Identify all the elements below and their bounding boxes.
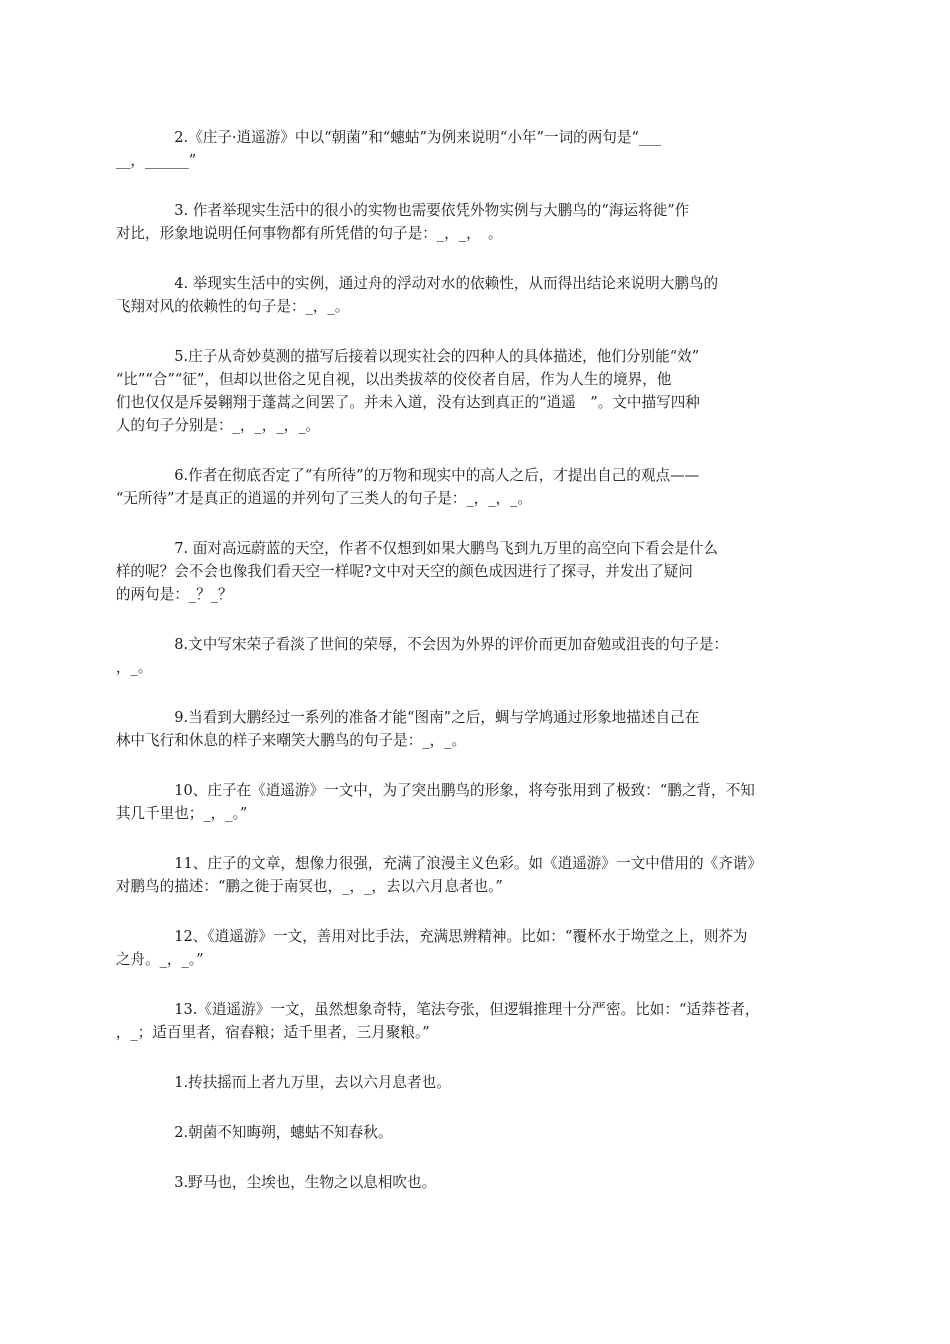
answer-3: 3.野马也，尘埃也，生物之以息相吹也。 xyxy=(174,1174,437,1191)
question-10: 10、庄子在《逍遥游》一文中，为了突出鹏鸟的形象，将夸张用到了极致：“鹏之背，不知 其几千里也；_，_。” xyxy=(115,782,755,822)
question-5: 5.庄子从奇妙莫测的描写后接着以现实社会的四种人的具体描述，他们分别能“效” “比”“合”“征”，但却以世俗之见自视，以出类拔萃的佼佼者自居，作为人生的境界，他 们也仅仅是斥晏翱翔于蓬蒿之间罢了。并未入道，没有达到真正的“逍遥 ”。文中描写四种 人的句子分别是：_，_，_，_。 xyxy=(115,348,700,434)
document-page xyxy=(115,126,807,1221)
question-7: 7. 面对高远蔚蓝的天空，作者不仅想到如果大鹏鸟飞到九万里的高空向下看会是什么 样的呢？会不会也像我们看天空一样呢?文中对天空的颜色成因进行了探寻，并发出了疑问 的两句是：_？_？ xyxy=(115,540,719,603)
answer-2: 2.朝菌不知晦朔，蟪蛄不知春秋。 xyxy=(174,1124,393,1141)
question-4: 4. 举现实生活中的实例，通过舟的浮动对水的依赖性，从而得出结论来说明大鹏鸟的 飞翔对风的依赖性的句子是：_，_。 xyxy=(115,275,719,315)
question-11: 11、庄子的文章，想像力很强，充满了浪漫主义色彩。如《逍遥游》一文中借用的《齐谐》 对鹏鸟的描述：“鹏之徙于南冥也，_，_，去以六月息者也。” xyxy=(115,855,762,895)
question-2: 2.《庄子·逍遥游》中以“朝菌”和“蟪蛄”为例来说明“小年”一词的两句是“___ __，______” xyxy=(115,129,661,169)
question-9: 9.当看到大鹏经过一系列的准备才能“图南”之后，蜩与学鸠通过形象地描述自己在 林中飞行和休息的样子来嘲笑大鹏鸟的句子是：_，_。 xyxy=(115,709,700,749)
answer-1: 1.抟扶摇而上者九万里，去以六月息者也。 xyxy=(174,1074,451,1091)
question-13: 13.《逍遥游》一文，虽然想象奇特，笔法夸张，但逻辑推理十分严密。比如：“适莽苍者， ，_；适百里者，宿舂粮；适千里者，三月聚粮。” xyxy=(115,1001,760,1041)
question-8: 8.文中写宋荣子看淡了世间的荣辱，不会因为外界的评价而更加奋勉或沮丧的句子是： ，_。 xyxy=(115,636,729,676)
question-3: 3. 作者举现实生活中的很小的实物也需要依凭外物实例与大鹏鸟的“海运将徙”作 对比，形象地说明任何事物都有所凭借的句子是：_，_， 。 xyxy=(115,202,690,242)
question-6: 6.作者在彻底否定了“有所待”的万物和现实中的高人之后，才提出自己的观点—— “无所待”才是真正的逍遥的并列句了三类人的句子是：_，_，_。 xyxy=(115,467,700,507)
question-12: 12、《逍遥游》一文，善用对比手法，充满思辨精神。比如：“覆杯水于坳堂之上，则芥为 之舟。_，_。” xyxy=(115,928,748,968)
